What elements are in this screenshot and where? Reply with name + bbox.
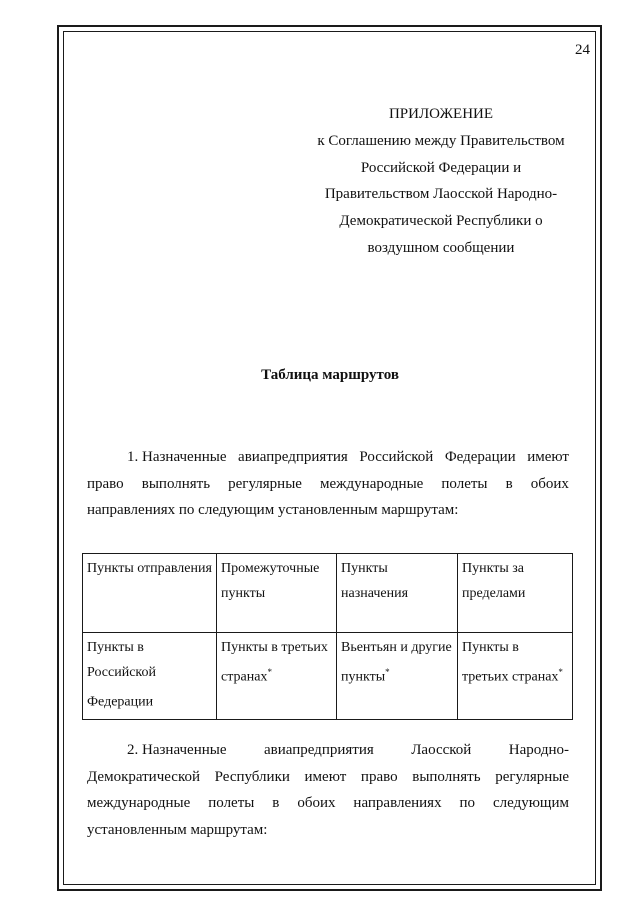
appendix-line: ПРИЛОЖЕНИЕ (388, 106, 494, 122)
table-cell (337, 633, 458, 720)
paragraph-line: установленным маршрутам: (87, 821, 268, 838)
paragraph-1 (87, 444, 569, 524)
word: Народно- (508, 742, 569, 758)
paragraph-line (87, 737, 569, 764)
table-cell (217, 633, 337, 720)
word: Федерации (444, 449, 516, 465)
word: выполнять (412, 768, 481, 785)
appendix-header (300, 101, 582, 262)
appendix-line: Демократической Республики о (339, 213, 543, 230)
word: выполнять (141, 475, 211, 492)
word: Лаосской (411, 742, 472, 758)
word: полеты (208, 795, 255, 811)
word: 2. Назначенные (127, 742, 227, 758)
header-points-beyond: Пункты за пределами (458, 554, 573, 633)
word: в (272, 795, 280, 811)
paragraph-line (87, 790, 569, 817)
word: обоих (530, 475, 569, 492)
word: международные (320, 475, 424, 492)
word: Российской (359, 449, 434, 465)
footnote-mark: * (385, 667, 390, 677)
word: направлениях (353, 795, 442, 811)
word: авиапредприятия (263, 742, 374, 758)
word: 1. Назначенные (127, 449, 227, 465)
page-number: 24 (575, 42, 590, 58)
appendix-line: воздушном сообщении (367, 239, 515, 256)
cell-text: Пункты в Российской Федерации (87, 640, 156, 710)
paragraph-line (87, 444, 569, 471)
word: международные (87, 795, 191, 811)
word: право (360, 768, 398, 785)
word: право (87, 475, 124, 492)
word: в (505, 475, 513, 492)
header-departure-points: Пункты отправления (83, 554, 217, 633)
word: следующим (492, 795, 569, 811)
paragraph-line (87, 764, 569, 791)
word: имеют (527, 449, 569, 465)
appendix-line: Правительством Лаосской Народно- (324, 186, 558, 203)
table-header-row (83, 554, 573, 633)
word: авиапредприятия (238, 449, 348, 465)
table-row (83, 633, 573, 720)
word: обоих (297, 795, 336, 811)
footnote-mark: * (267, 667, 272, 677)
header-intermediate-points: Промежуточные пункты (217, 554, 337, 633)
section-title: Таблица маршрутов (261, 367, 399, 383)
word: регулярные (495, 768, 569, 785)
header-destination-points: Пункты назначения (337, 554, 458, 633)
table-cell (83, 633, 217, 720)
word: имеют (304, 768, 347, 785)
table-cell (458, 633, 573, 720)
appendix-line: Российской Федерации и (360, 159, 522, 176)
word: полеты (441, 475, 488, 492)
cell-text: Вьентьян и другие пункты (341, 640, 452, 685)
word: регулярные (228, 475, 302, 492)
appendix-line: к Соглашению между Правительством (317, 132, 565, 149)
paragraph-line: направлениях по следующим установленным маршрутам: (87, 502, 459, 518)
footnote-mark: * (558, 667, 563, 677)
paragraph-line (87, 471, 569, 498)
cell-text: Пункты в третьих странах (221, 640, 328, 685)
word: по (459, 795, 476, 811)
word: Республики (214, 768, 290, 785)
cell-text: Пункты в третьих странах (462, 640, 559, 685)
routes-table (82, 553, 573, 720)
word: Демократической (87, 768, 200, 785)
paragraph-2 (87, 737, 569, 843)
